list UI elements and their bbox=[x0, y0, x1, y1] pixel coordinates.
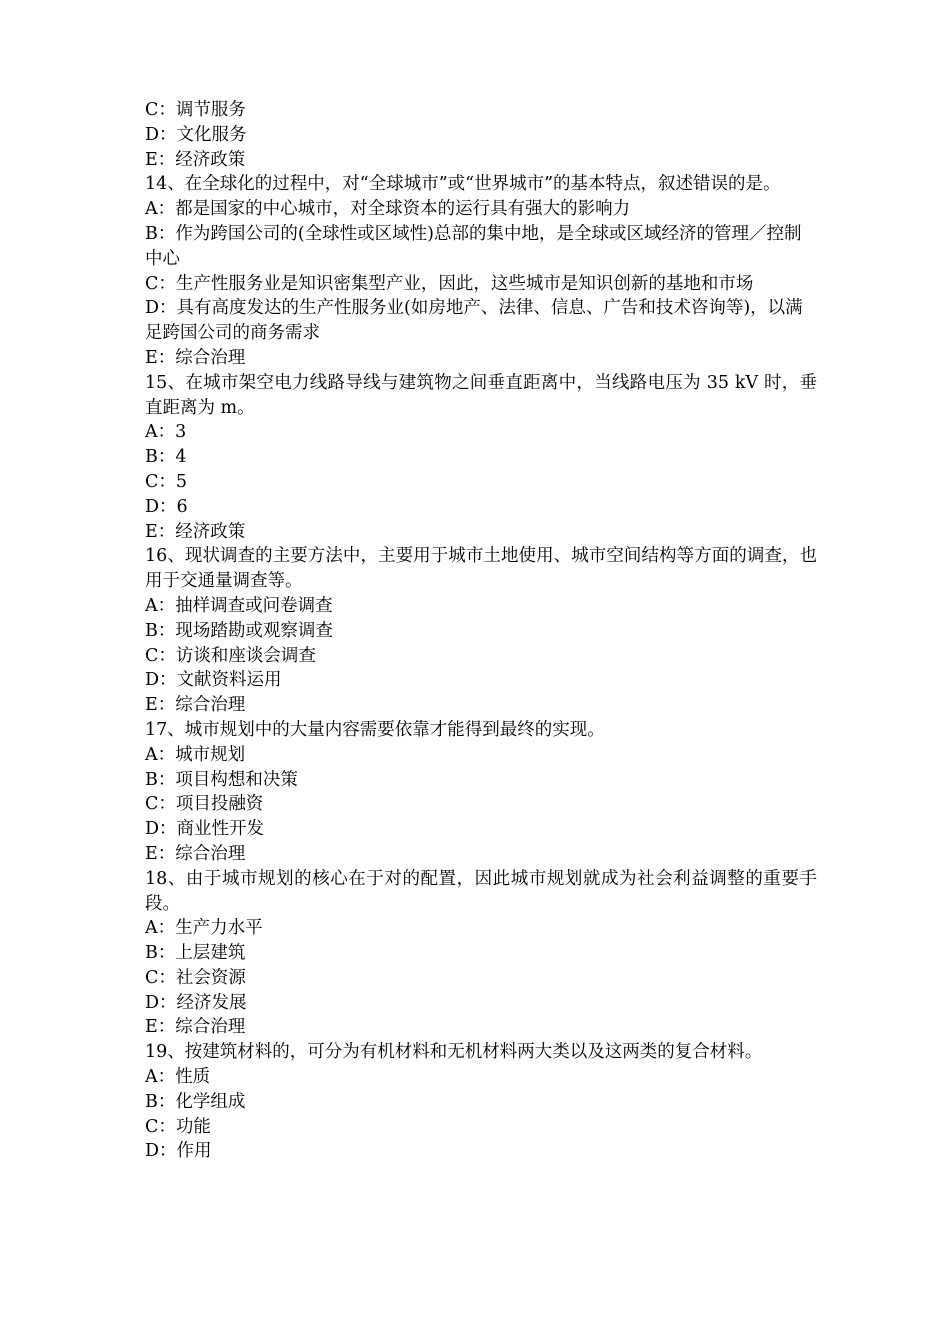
question-stem: 15、在城市架空电力线路导线与建筑物之间垂直距离中，当线路电压为 35 kV 时，垂直距离为 m。 bbox=[145, 372, 817, 418]
option-line: B：作为跨国公司的(全球性或区域性)总部的集中地，是全球或区域经济的管理／控制中心 bbox=[145, 223, 802, 269]
option-line: C：5 bbox=[145, 471, 188, 492]
option-line: C：调节服务 bbox=[145, 100, 246, 120]
question-stem: 16、现状调查的主要方法中，主要用于城市土地使用、城市空间结构等方面的调查，也用于交通量调查等。 bbox=[145, 546, 817, 592]
option-line: B：化学组成 bbox=[145, 1091, 246, 1112]
option-line: D：文化服务 bbox=[145, 124, 247, 145]
lead-options bbox=[145, 98, 817, 172]
question-19 bbox=[145, 1040, 817, 1164]
option-line: A：3 bbox=[145, 422, 187, 443]
option-line: E：综合治理 bbox=[145, 843, 246, 864]
question-stem: 18、由于城市规划的核心在于对的配置，因此城市规划就成为社会利益调整的重要手段。 bbox=[145, 868, 817, 914]
option-line: D：作用 bbox=[145, 1141, 212, 1162]
option-line: A：抽样调查或问卷调查 bbox=[145, 595, 333, 616]
option-line: D：商业性开发 bbox=[145, 819, 265, 840]
option-line: C：社会资源 bbox=[145, 967, 246, 988]
option-line: A：性质 bbox=[145, 1067, 211, 1088]
option-line: D：文献资料运用 bbox=[145, 670, 282, 691]
option-line: E：经济政策 bbox=[145, 149, 246, 170]
option-line: A：都是国家的中心城市，对全球资本的运行具有强大的影响力 bbox=[145, 199, 631, 220]
question-18 bbox=[145, 867, 817, 1041]
option-line: E：综合治理 bbox=[145, 695, 246, 716]
option-line: C：生产性服务业是知识密集型产业，因此，这些城市是知识创新的基地和市场 bbox=[145, 273, 754, 294]
option-line: A：生产力水平 bbox=[145, 918, 263, 939]
question-14 bbox=[145, 172, 817, 370]
option-line: B：上层建筑 bbox=[145, 943, 246, 964]
option-line: D：经济发展 bbox=[145, 992, 247, 1013]
option-line: B：现场踏勘或观察调查 bbox=[145, 620, 333, 641]
option-line: E：综合治理 bbox=[145, 347, 246, 368]
question-stem: 19、按建筑材料的，可分为有机材料和无机材料两大类以及这两类的复合材料。 bbox=[145, 1042, 763, 1063]
option-line: E：经济政策 bbox=[145, 521, 246, 542]
option-line: C：项目投融资 bbox=[145, 794, 264, 815]
document-body bbox=[145, 98, 817, 1164]
option-line: D：6 bbox=[145, 496, 188, 517]
question-17 bbox=[145, 718, 817, 867]
option-line: E：综合治理 bbox=[145, 1017, 246, 1038]
option-line: B：4 bbox=[145, 447, 187, 468]
option-line: C：访谈和座谈会调查 bbox=[145, 645, 316, 666]
option-line: C：功能 bbox=[145, 1116, 211, 1137]
option-line: D：具有高度发达的生产性服务业(如房地产、法律、信息、广告和技术咨询等)，以满足跨国公司的商务需求 bbox=[145, 298, 803, 344]
option-line: B：项目构想和决策 bbox=[145, 769, 298, 790]
question-stem: 17、城市规划中的大量内容需要依靠才能得到最终的实现。 bbox=[145, 719, 605, 740]
question-16 bbox=[145, 544, 817, 718]
question-15 bbox=[145, 371, 817, 545]
option-line: A：城市规划 bbox=[145, 744, 246, 765]
question-stem: 14、在全球化的过程中，对“全球城市”或“世界城市”的基本特点，叙述错误的是。 bbox=[145, 174, 781, 195]
